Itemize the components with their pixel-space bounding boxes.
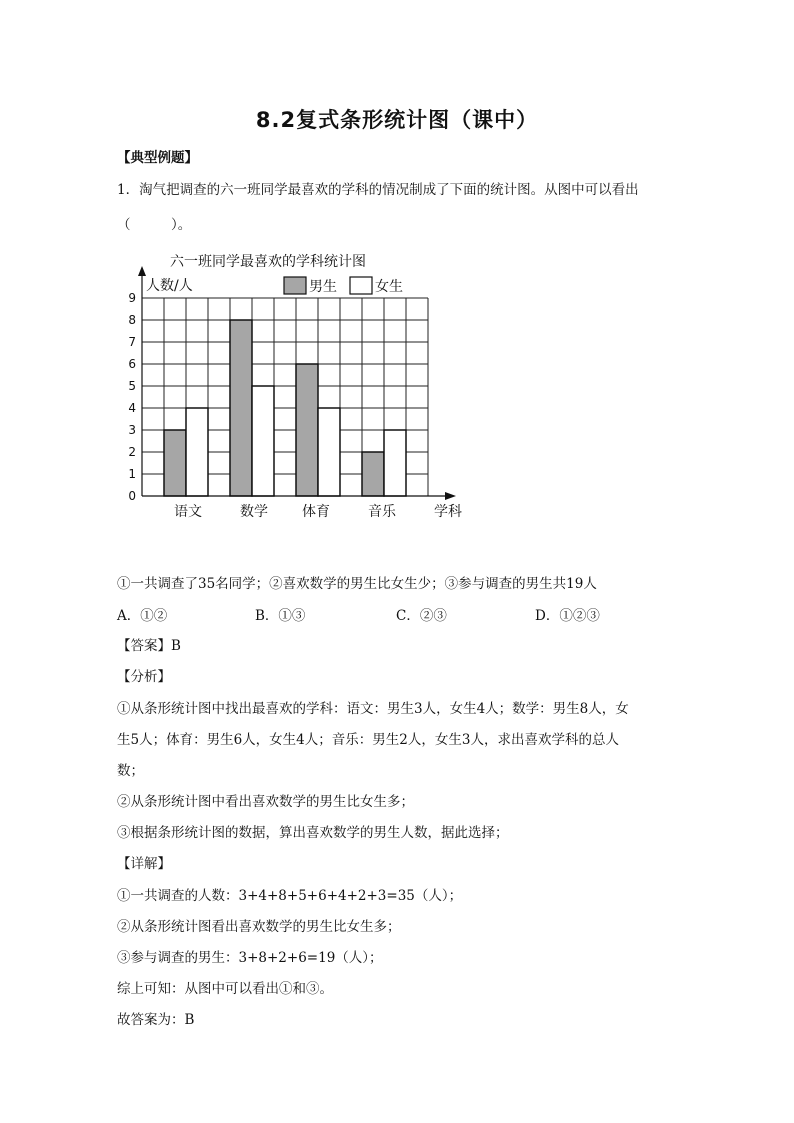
choice-a[interactable]: A．①② bbox=[117, 608, 168, 624]
analysis-line: 数； bbox=[117, 763, 144, 779]
analysis-line: 生5人；体育：男生6人，女生4人；音乐：男生2人，女生3人，求出喜欢学科的总人 bbox=[117, 732, 619, 748]
y-tick-label: 3 bbox=[128, 423, 136, 437]
detail-line: ①一共调查的人数：3+4+8+5+6+4+2+3=35（人）； bbox=[117, 888, 463, 904]
bar-girls-4 bbox=[384, 430, 406, 496]
y-axis-arrow bbox=[138, 266, 146, 276]
detail-line: 综上可知：从图中可以看出①和③。 bbox=[117, 981, 333, 997]
analysis-line: ②从条形统计图中看出喜欢数学的男生比女生多； bbox=[117, 794, 414, 810]
legend-label-boys: 男生 bbox=[309, 279, 337, 295]
bar-boys-2 bbox=[230, 320, 252, 496]
bar-chart bbox=[120, 248, 480, 528]
y-tick-label: 7 bbox=[128, 335, 136, 349]
y-tick-label: 8 bbox=[128, 313, 136, 327]
x-category-label: 体育 bbox=[302, 504, 330, 520]
bar-boys-4 bbox=[362, 452, 384, 496]
y-tick-label: 6 bbox=[128, 357, 136, 371]
page-title: 8.2复式条形统计图（课中） bbox=[255, 108, 539, 132]
bar-girls-1 bbox=[186, 408, 208, 496]
bar-boys-3 bbox=[296, 364, 318, 496]
y-tick-label: 4 bbox=[128, 401, 136, 415]
legend-label-girls: 女生 bbox=[375, 279, 403, 295]
chart-x-categories bbox=[174, 503, 397, 520]
chart-x-axis-label: 学科 bbox=[434, 504, 462, 520]
bar-girls-2 bbox=[252, 386, 274, 496]
y-tick-label: 2 bbox=[128, 445, 136, 459]
chart-y-axis-label: 人数/人 bbox=[146, 278, 193, 294]
question-line-2: （ ）。 bbox=[117, 217, 192, 233]
y-tick-label: 9 bbox=[128, 291, 136, 305]
chart-y-ticks bbox=[128, 291, 136, 503]
answer: 【答案】B bbox=[117, 638, 181, 654]
bar-boys-1 bbox=[164, 430, 186, 496]
choice-c[interactable]: C．②③ bbox=[396, 608, 447, 624]
y-tick-label: 1 bbox=[128, 467, 136, 481]
x-axis-arrow bbox=[445, 492, 456, 500]
analysis-label: 【分析】 bbox=[117, 669, 171, 685]
detail-line: ②从条形统计图看出喜欢数学的男生比女生多； bbox=[117, 919, 401, 935]
x-category-label: 数学 bbox=[240, 504, 268, 520]
detail-line: 故答案为：B bbox=[117, 1012, 195, 1028]
x-category-label: 音乐 bbox=[368, 504, 396, 520]
chart-title: 六一班同学最喜欢的学科统计图 bbox=[170, 254, 366, 270]
bar-girls-3 bbox=[318, 408, 340, 496]
section-label: 【典型例题】 bbox=[117, 150, 198, 166]
x-category-label: 语文 bbox=[174, 504, 202, 520]
y-tick-label: 0 bbox=[128, 489, 136, 503]
choice-b[interactable]: B．①③ bbox=[255, 608, 306, 624]
legend-swatch-girls bbox=[350, 277, 372, 294]
detail-line: ③参与调查的男生：3+8+2+6=19（人）； bbox=[117, 950, 383, 966]
statements: ①一共调查了35名同学；②喜欢数学的男生比女生少；③参与调查的男生共19人 bbox=[117, 576, 597, 592]
analysis-line: ③根据条形统计图的数据，算出喜欢数学的男生人数，据此选择； bbox=[117, 825, 509, 841]
question-line-1: 1．淘气把调查的六一班同学最喜欢的学科的情况制成了下面的统计图。从图中可以看出 bbox=[117, 182, 639, 198]
analysis-line: ①从条形统计图中找出最喜欢的学科：语文：男生3人，女生4人；数学：男生8人，女 bbox=[117, 701, 629, 717]
chart-legend bbox=[284, 277, 403, 295]
detail-label: 【详解】 bbox=[117, 856, 171, 872]
legend-swatch-boys bbox=[284, 277, 306, 294]
y-tick-label: 5 bbox=[128, 379, 136, 393]
choice-d[interactable]: D．①②③ bbox=[535, 608, 600, 624]
